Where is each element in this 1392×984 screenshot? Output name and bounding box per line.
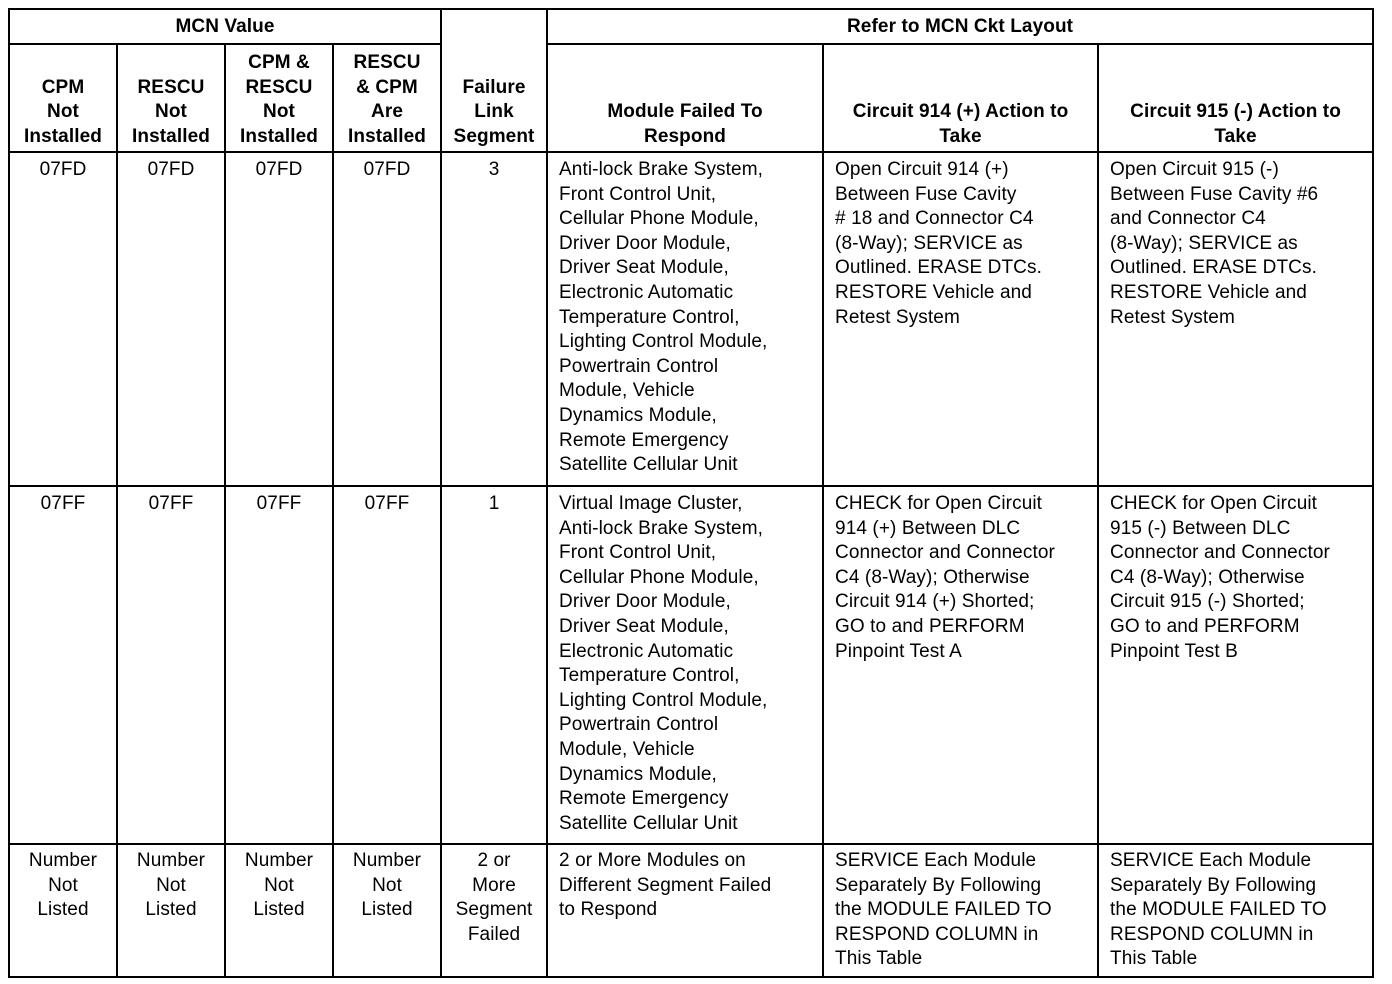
module-failed-cell: Virtual Image Cluster, Anti-lock Brake System, Front Control Unit, Cellular Phone Module, Driver Door Module, Driver Seat Module, Electronic Automatic Temperature Control, Lighting Control Module, Powertrain Control Module, Vehicle Dynamics Module, Remote Emergency Satellite Cellular Unit	[547, 486, 823, 844]
header-group-row	[9, 9, 1373, 44]
cpm-rescu-not-installed-header: CPM & RESCU Not Installed	[225, 44, 333, 152]
cpm-not-installed-cell: 07FD	[9, 152, 117, 486]
circuit-914-cell: CHECK for Open Circuit 914 (+) Between DLC Connector and Connector C4 (8-Way); Otherwise Circuit 914 (+) Shorted; GO to and PERFORM Pinpoint Test A	[823, 486, 1098, 844]
rescu-cpm-installed-cell: 07FD	[333, 152, 441, 486]
module-failed-cell: Anti-lock Brake System, Front Control Unit, Cellular Phone Module, Driver Door Module, Driver Seat Module, Electronic Automatic Temperature Control, Lighting Control Module, Powertrain Control Module, Vehicle Dynamics Module, Remote Emergency Satellite Cellular Unit	[547, 152, 823, 486]
failure-link-cell: 2 or More Segment Failed	[441, 844, 547, 977]
cpm-rescu-not-installed-cell: 07FD	[225, 152, 333, 486]
circuit-915-header: Circuit 915 (-) Action to Take	[1098, 44, 1373, 152]
circuit-914-cell: Open Circuit 914 (+) Between Fuse Cavity # 18 and Connector C4 (8-Way); SERVICE as Outlined. ERASE DTCs. RESTORE Vehicle and Retest System	[823, 152, 1098, 486]
rescu-cpm-installed-header: RESCU & CPM Are Installed	[333, 44, 441, 152]
cpm-not-installed-cell: 07FF	[9, 486, 117, 844]
table-row	[9, 486, 1373, 844]
module-failed-header: Module Failed To Respond	[547, 44, 823, 152]
circuit-915-cell: CHECK for Open Circuit 915 (-) Between DLC Connector and Connector C4 (8-Way); Otherwise Circuit 915 (-) Shorted; GO to and PERFORM Pinpoint Test B	[1098, 486, 1373, 844]
rescu-not-installed-cell: 07FD	[117, 152, 225, 486]
table-row	[9, 844, 1373, 977]
module-failed-cell: 2 or More Modules on Different Segment Failed to Respond	[547, 844, 823, 977]
mcn-diagnostic-table	[8, 8, 1374, 978]
circuit-915-cell: Open Circuit 915 (-) Between Fuse Cavity #6 and Connector C4 (8-Way); SERVICE as Outlined. ERASE DTCs. RESTORE Vehicle and Retest System	[1098, 152, 1373, 486]
circuit-914-cell: SERVICE Each Module Separately By Following the MODULE FAILED TO RESPOND COLUMN in This Table	[823, 844, 1098, 977]
rescu-not-installed-header: RESCU Not Installed	[117, 44, 225, 152]
rescu-not-installed-cell: Number Not Listed	[117, 844, 225, 977]
mcn-diagnostic-table-container	[8, 8, 1374, 978]
rescu-cpm-installed-cell: 07FF	[333, 486, 441, 844]
circuit-915-cell: SERVICE Each Module Separately By Following the MODULE FAILED TO RESPOND COLUMN in This Table	[1098, 844, 1373, 977]
cpm-not-installed-header: CPM Not Installed	[9, 44, 117, 152]
mcn-value-header: MCN Value	[9, 9, 441, 44]
rescu-not-installed-cell: 07FF	[117, 486, 225, 844]
header-column-row	[9, 44, 1373, 152]
rescu-cpm-installed-cell: Number Not Listed	[333, 844, 441, 977]
failure-link-cell: 1	[441, 486, 547, 844]
table-row	[9, 152, 1373, 486]
refer-mcn-ckt-layout-header: Refer to MCN Ckt Layout	[547, 9, 1373, 44]
cpm-not-installed-cell: Number Not Listed	[9, 844, 117, 977]
circuit-914-header: Circuit 914 (+) Action to Take	[823, 44, 1098, 152]
failure-link-segment-header: Failure Link Segment	[441, 9, 547, 152]
failure-link-cell: 3	[441, 152, 547, 486]
cpm-rescu-not-installed-cell: Number Not Listed	[225, 844, 333, 977]
cpm-rescu-not-installed-cell: 07FF	[225, 486, 333, 844]
